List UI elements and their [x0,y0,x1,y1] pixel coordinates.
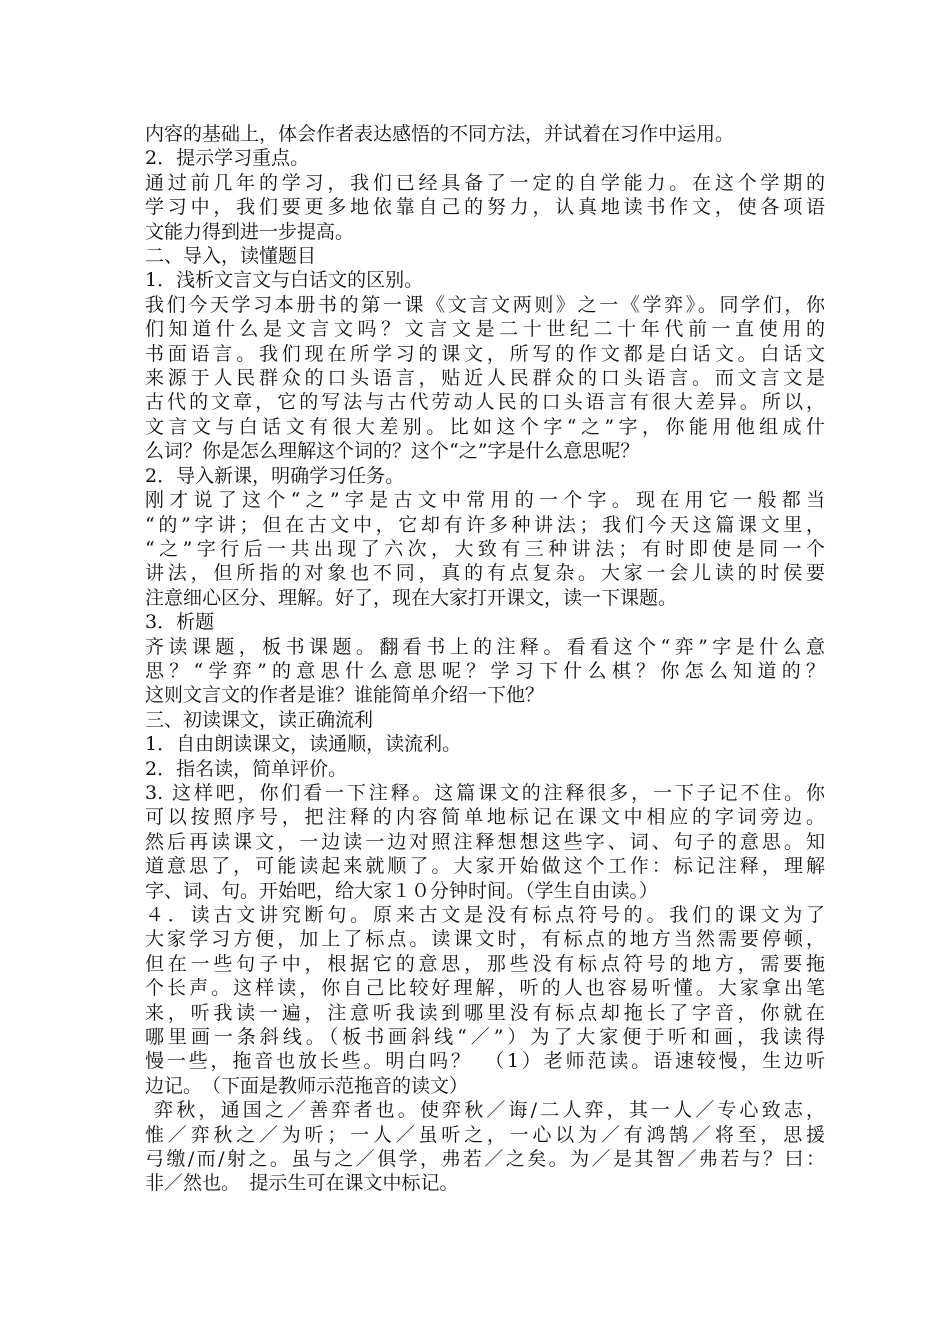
text-line: 这则文言文的作者是谁？谁能简单介绍一下他？ [145,684,545,707]
text-line: 学习中，我们要更多地依靠自己的努力，认真地读书作文，使各项语 [145,196,825,219]
text-line: 文言文与白话文有很大差别。比如这个字“之”字，你能用他组成什 [145,415,825,438]
text-line: 3．析题 [145,611,215,634]
text-line: 弈秋，通国之／善弈者也。使弈秋／诲/二人弈，其一人／专心致志， [145,1099,825,1122]
paragraph-p12 [145,732,825,756]
text-line: “的”字讲；但在古文中，它却有许多种讲法；我们今天这篇课文里， [145,513,825,536]
text-line: 弓缴/而/射之。虽与之／俱学，弗若／之矣。为／是其智／弗若与？曰： [145,1148,825,1171]
paragraph-p04 [145,244,825,268]
paragraph-p02 [145,146,825,170]
text-line: 2．提示学习重点。 [145,147,310,170]
text-line: “之”字行后一共出现了六次，大致有三种讲法；有时即使是同一个 [145,537,825,560]
text-line: 内容的基础上，体会作者表达感悟的不同方法，并试着在习作中运用。 [145,123,735,145]
text-line: 们知道什么是文言文吗？文言文是二十世纪二十年代前一直使用的 [145,318,825,341]
document-body [145,122,825,1196]
text-line: 1．自由朗读课文，读通顺，读流利。 [145,733,462,756]
text-line: 么词？你是怎么理解这个词的？这个“之”字是什么意思呢？ [145,440,640,463]
text-line: 古代的文章，它的写法与古代劳动人民的口头语言有很大差异。所以， [145,391,825,414]
text-line: 惟／弈秋之／为听；一人／虽听之，一心以为／有鸿鹄／将至，思援 [145,1123,825,1146]
text-line: 我们今天学习本册书的第一课《文言文两则》之一《学弈》。同学们，你 [145,293,825,316]
text-line: 字、词、句。开始吧，给大家１０分钟时间。（学生自由读。） [145,879,659,902]
paragraph-p03 [145,171,825,244]
paragraph-p01 [145,122,825,146]
text-line: 文能力得到进一步提高。 [145,220,355,243]
text-line: 齐读课题，板书课题。翻看书上的注释。看看这个“弈”字是什么意 [145,635,825,658]
text-line: 非／然也。 提示生可在课文中标记。 [145,1172,459,1195]
text-line: 三、初读课文，读正确流利 [145,708,374,731]
paragraph-p16 [145,1098,825,1196]
paragraph-p10 [145,635,825,708]
paragraph-p05 [145,268,825,292]
text-line: 2．指名读，简单评价。 [145,757,348,780]
text-line: 刚才说了这个“之”字是古文中常用的一个字。现在用它一般都当 [145,489,825,512]
text-line: 思？“学弈”的意思什么意思呢？学习下什么棋？你怎么知道的？ [145,659,825,682]
text-line: 慢一些，拖音也放长些。明白吗？ （1）老师范读。语速较慢，生边听 [145,1050,825,1073]
paragraph-p09 [145,610,825,634]
text-line: 注意细心区分、理解。好了，现在大家打开课文，读一下课题。 [145,586,678,609]
paragraph-p15 [145,903,825,1098]
text-line: 书面语言。我们现在所学习的课文，所写的作文都是白话文。白话文 [145,342,825,365]
text-line: 边记。 （下面是教师示范拖音的读文） [145,1074,469,1097]
text-line: 道意思了，可能读起来就顺了。大家开始做这个工作：标记注释，理解 [145,855,825,878]
text-line: 通过前几年的学习，我们已经具备了一定的自学能力。在这个学期的 [145,171,825,194]
text-line: 二、导入，读懂题目 [145,245,317,268]
text-line: 哪里画一条斜线。（板书画斜线“／”）为了大家便于听和画，我读得 [145,1026,825,1049]
paragraph-p14 [145,781,825,903]
text-line: 来源于人民群众的口头语言，贴近人民群众的口头语言。而文言文是 [145,367,825,390]
text-line: 讲法，但所指的对象也不同，真的有点复杂。大家一会儿读的时侯要 [145,562,825,585]
text-line: ４．读古文讲究断句。原来古文是没有标点符号的。我们的课文为了 [145,904,825,926]
text-line: 3. 这样吧，你们看一下注释。这篇课文的注释很多，一下子记不住。你 [145,781,825,804]
paragraph-p13 [145,757,825,781]
text-line: 个长声。这样读，你自己比较好理解，听的人也容易听懂。大家拿出笔 [145,977,825,1000]
text-line: 然后再读课文，一边读一边对照注释想想这些字、词、句子的意思。知 [145,830,825,853]
paragraph-p06 [145,293,825,464]
paragraph-p08 [145,488,825,610]
text-line: 1．浅析文言文与白话文的区别。 [145,269,424,292]
text-line: 可以按照序号，把注释的内容简单地标记在课文中相应的字词旁边。 [145,806,825,829]
text-line: 大家学习方便，加上了标点。读课文时，有标点的地方当然需要停顿， [145,928,825,951]
paragraph-p11 [145,708,825,732]
text-line: 但在一些句子中，根据它的意思，那些没有标点符号的地方，需要拖 [145,952,825,975]
text-line: 来，听我读一遍，注意听我读到哪里没有标点却拖长了字音，你就在 [145,1001,825,1024]
paragraph-p07 [145,464,825,488]
text-line: 2．导入新课，明确学习任务。 [145,464,405,487]
